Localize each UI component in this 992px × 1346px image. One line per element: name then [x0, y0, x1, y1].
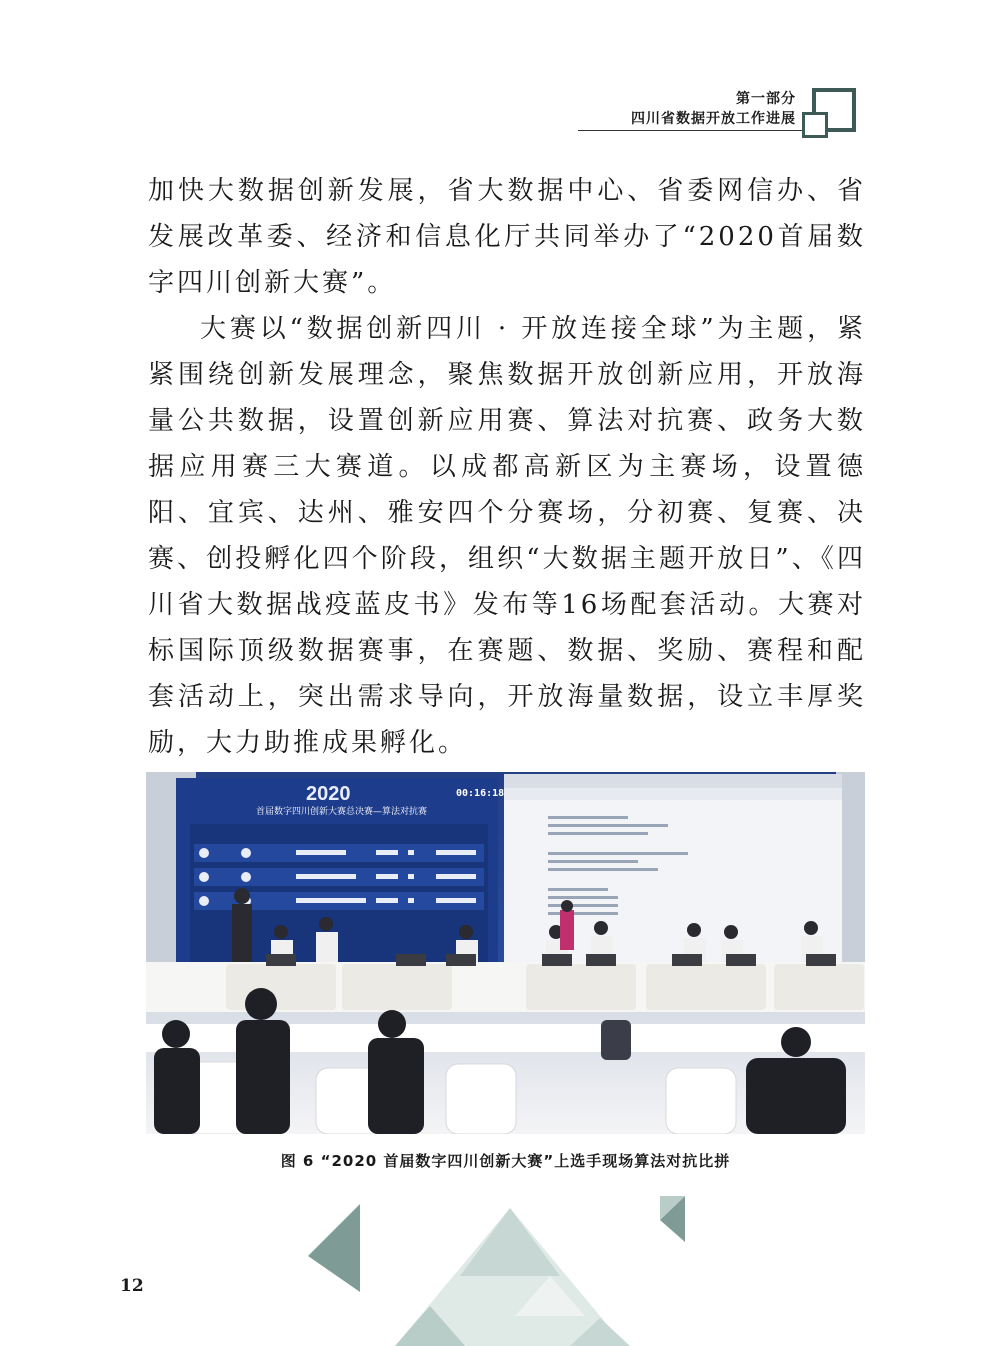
screen-year: 2020 [306, 783, 351, 805]
header-section-title: 四川省数据开放工作进展 [631, 111, 796, 127]
header-part-label: 第一部分 [736, 91, 796, 107]
competition-photo [146, 772, 865, 1134]
running-header [578, 84, 868, 144]
paragraph-1: 加快大数据创新发展，省大数据中心、省委网信办、省发展改革委、经济和信息化厅共同举办了“2020首届数字四川创新大赛”。 [148, 176, 866, 298]
screen-timer: 00:16:18 [456, 788, 505, 799]
screen-title: 首届数字四川创新大赛总决赛—算法对抗赛 [256, 807, 428, 817]
page-number: 12 [120, 1276, 144, 1296]
figure-caption: 图 6 “2020 首届数字四川创新大赛”上选手现场算法对抗比拼 [280, 1152, 731, 1170]
paragraph-2: 大赛以“数据创新四川 · 开放连接全球”为主题，紧紧围绕创新发展理念，聚焦数据开放创新应用，开放海量公共数据，设置创新应用赛、算法对抗赛、政务大数据应用赛三大赛道。以成都高新区为主赛场，设置德阳、宜宾、达州、雅安四个分赛场，分初赛、复赛、决赛、创投孵化四个阶段，组织“大数据主题开放日”、《四川省大数据战疫蓝皮书》发布等16场配套活动。大赛对标国际顶级数据赛事，在赛题、数据、奖励、赛程和配套活动上，突出需求导向，开放海量数据，设立丰厚奖励，大力助推成果孵化。 [148, 314, 866, 758]
photo-illustration [146, 772, 865, 1134]
body-text [148, 168, 866, 766]
header-rule [578, 130, 804, 131]
header-square-inner-icon [802, 112, 828, 138]
decorative-triangles [300, 1196, 700, 1346]
